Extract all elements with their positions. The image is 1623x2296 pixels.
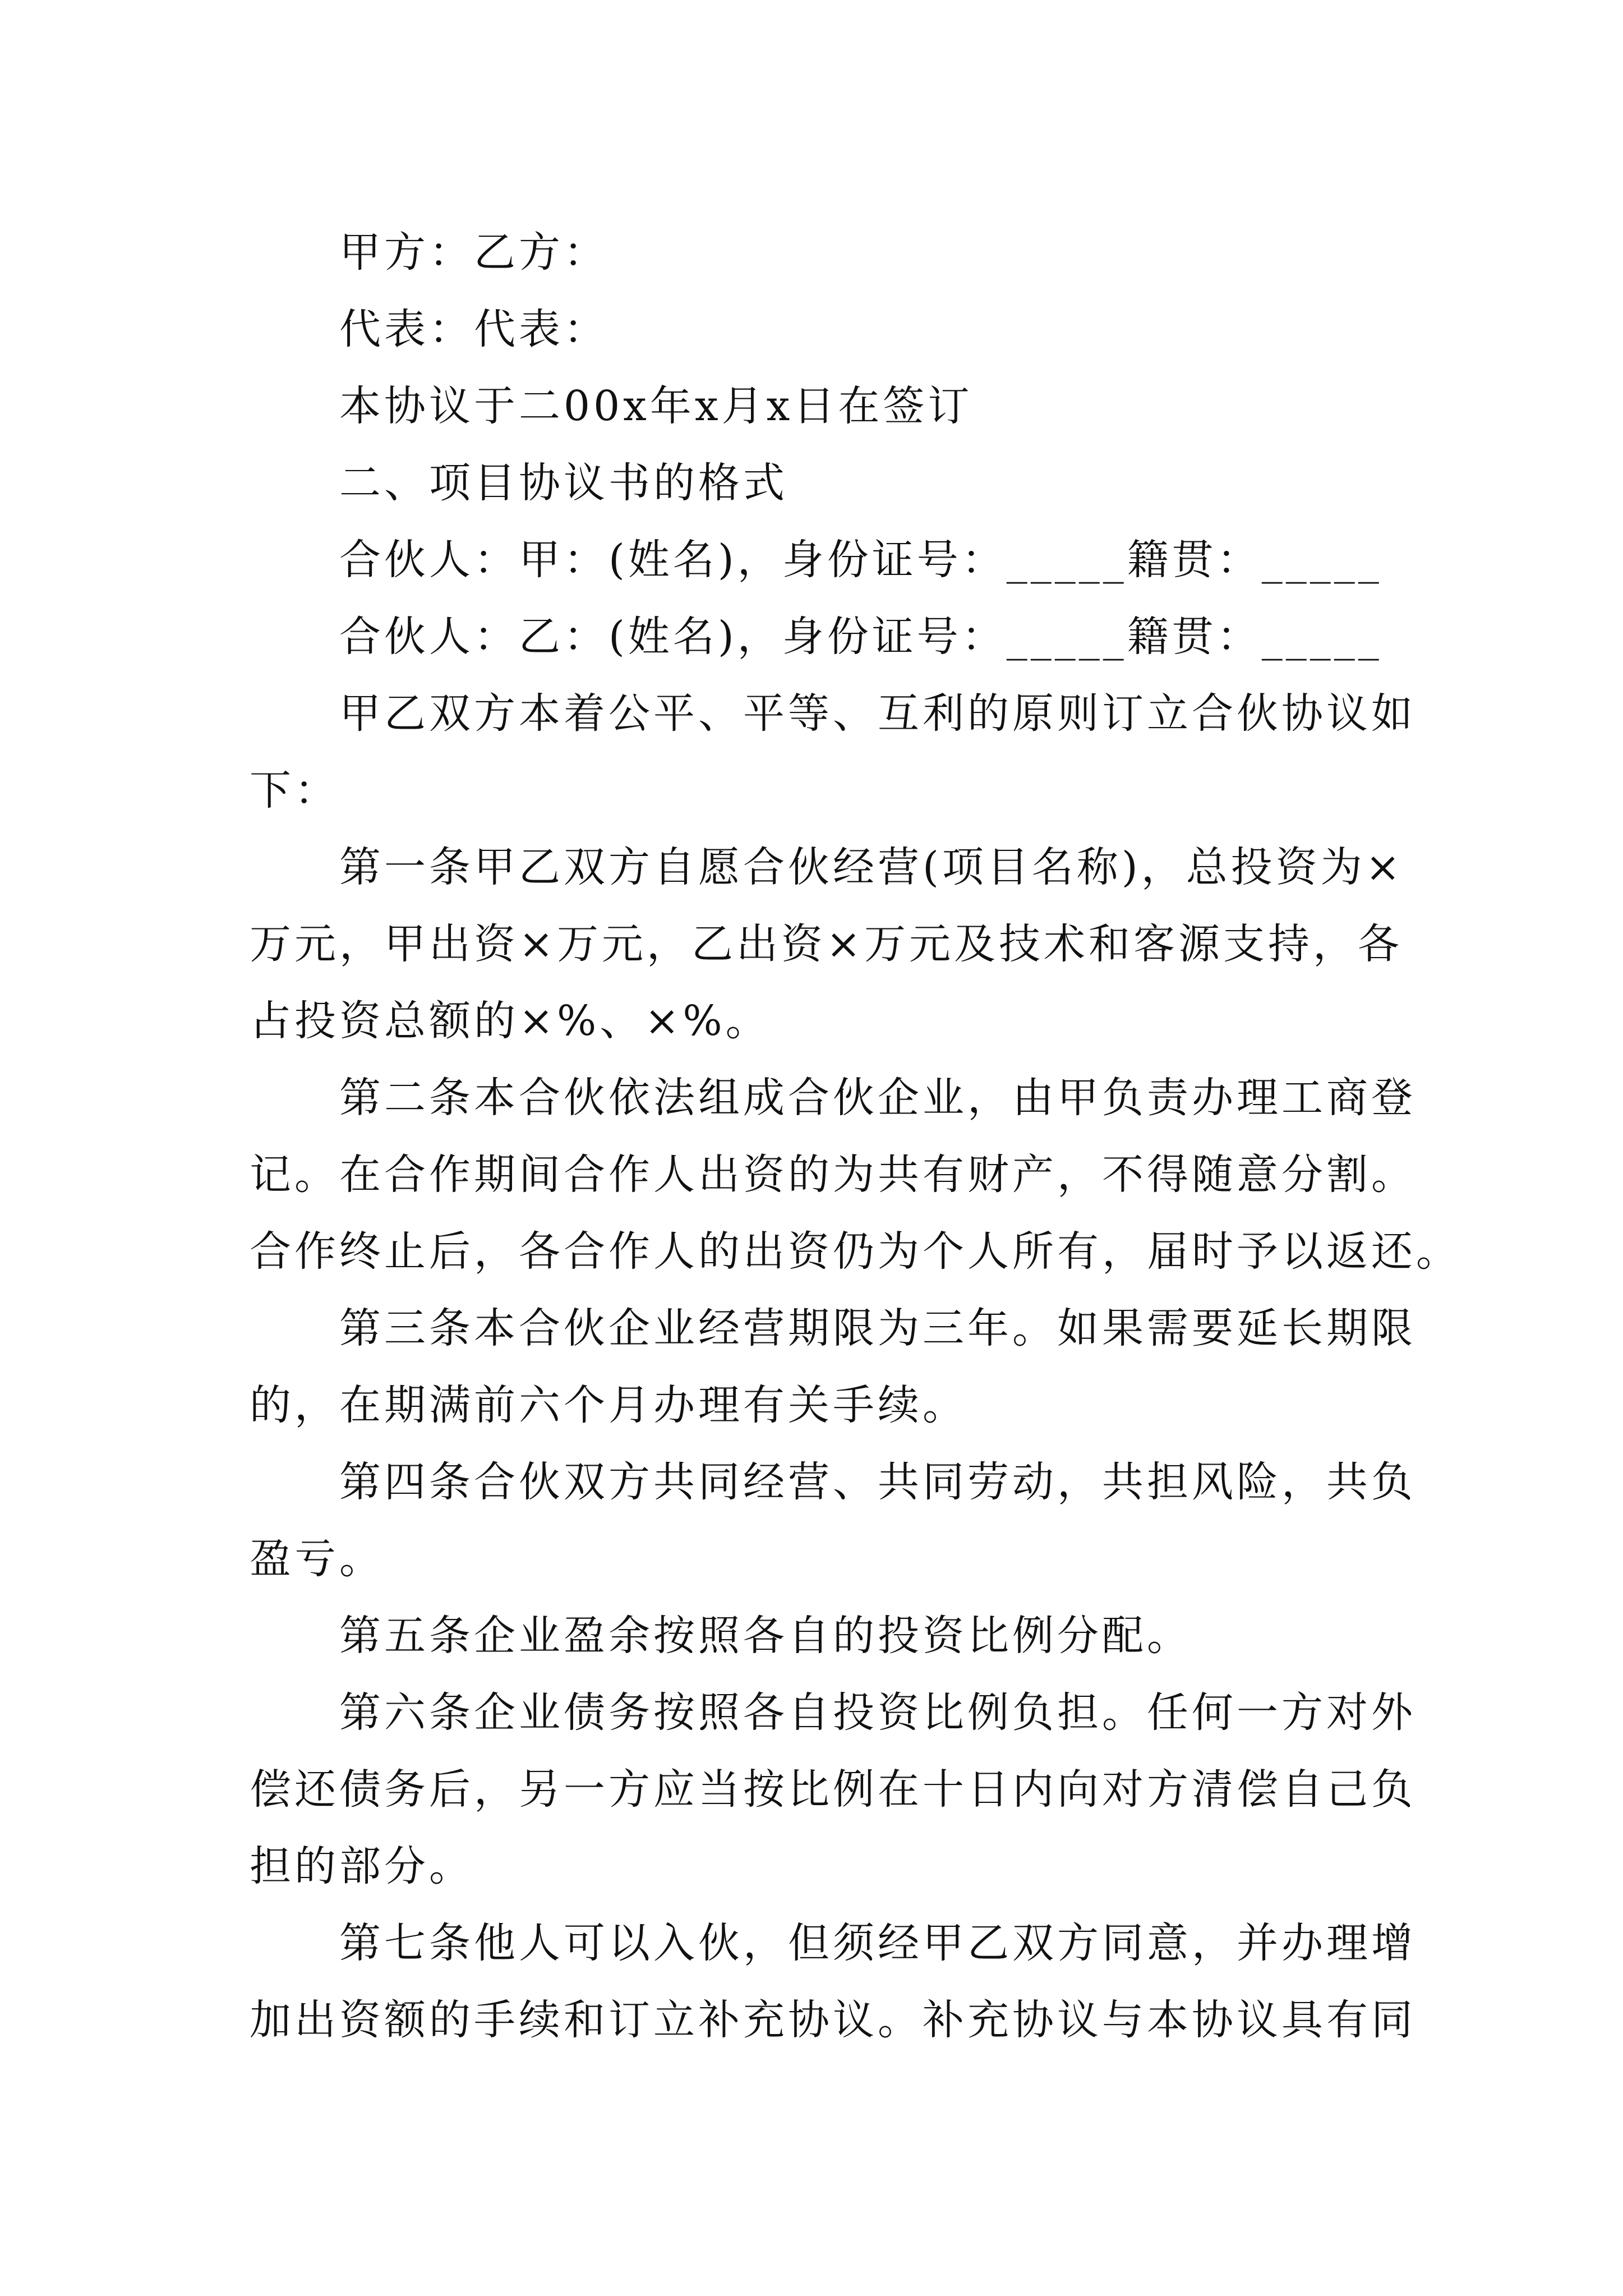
preamble-line-1: 甲乙双方本着公平、平等、互利的原则订立合伙协议如 [339, 689, 1416, 738]
article-3-line-2: 的，在期满前六个月办理有关手续。 [250, 1381, 967, 1429]
article-4-line-1: 第四条合伙双方共同经营、共同劳动，共担风险，共负 [339, 1458, 1416, 1506]
signature-parties-line: 甲方：乙方： [339, 228, 608, 277]
article-1-line-2: 万元，甲出资×万元，乙出资×万元及技术和客源支持，各 [250, 920, 1403, 968]
article-6-line-3: 担的部分。 [250, 1842, 474, 1890]
preamble-line-2: 下： [250, 766, 339, 815]
document-body [250, 214, 1461, 2059]
article-2-line-1: 第二条本合伙依法组成合伙企业，由甲负责办理工商登 [339, 1074, 1416, 1122]
article-1-line-3: 占投资总额的×%、×%。 [250, 997, 771, 1045]
article-2-line-3: 合作终止后，各合作人的出资仍为个人所有，届时予以返还。 [250, 1227, 1461, 1276]
article-1-line-1: 第一条甲乙双方自愿合伙经营(项目名称)，总投资为× [339, 843, 1404, 891]
signature-representatives-line: 代表：代表： [339, 305, 608, 353]
partner-b-line: 合伙人：乙：(姓名)，身份证号：_____籍贯：_____ [339, 613, 1382, 661]
partner-a-line: 合伙人：甲：(姓名)，身份证号：_____籍贯：_____ [339, 536, 1382, 584]
article-6-line-2: 偿还债务后，另一方应当按比例在十日内向对方清偿自己负 [250, 1765, 1416, 1814]
section-heading: 二、项目协议书的格式 [339, 459, 788, 507]
article-4-line-2: 盈亏。 [250, 1535, 384, 1583]
signing-date-line: 本协议于二00x年x月x日在签订 [339, 382, 973, 430]
article-6-line-1: 第六条企业债务按照各自投资比例负担。任何一方对外 [339, 1688, 1416, 1737]
article-2-line-2: 记。在合作期间合作人出资的为共有财产，不得随意分割。 [250, 1151, 1416, 1199]
article-3-line-1: 第三条本合伙企业经营期限为三年。如果需要延长期限 [339, 1304, 1416, 1352]
article-7-line-1: 第七条他人可以入伙，但须经甲乙双方同意，并办理增 [339, 1919, 1416, 1967]
article-5-line-1: 第五条企业盈余按照各自的投资比例分配。 [339, 1612, 1192, 1660]
article-7-line-2: 加出资额的手续和订立补充协议。补充协议与本协议具有同 [250, 1996, 1416, 2044]
